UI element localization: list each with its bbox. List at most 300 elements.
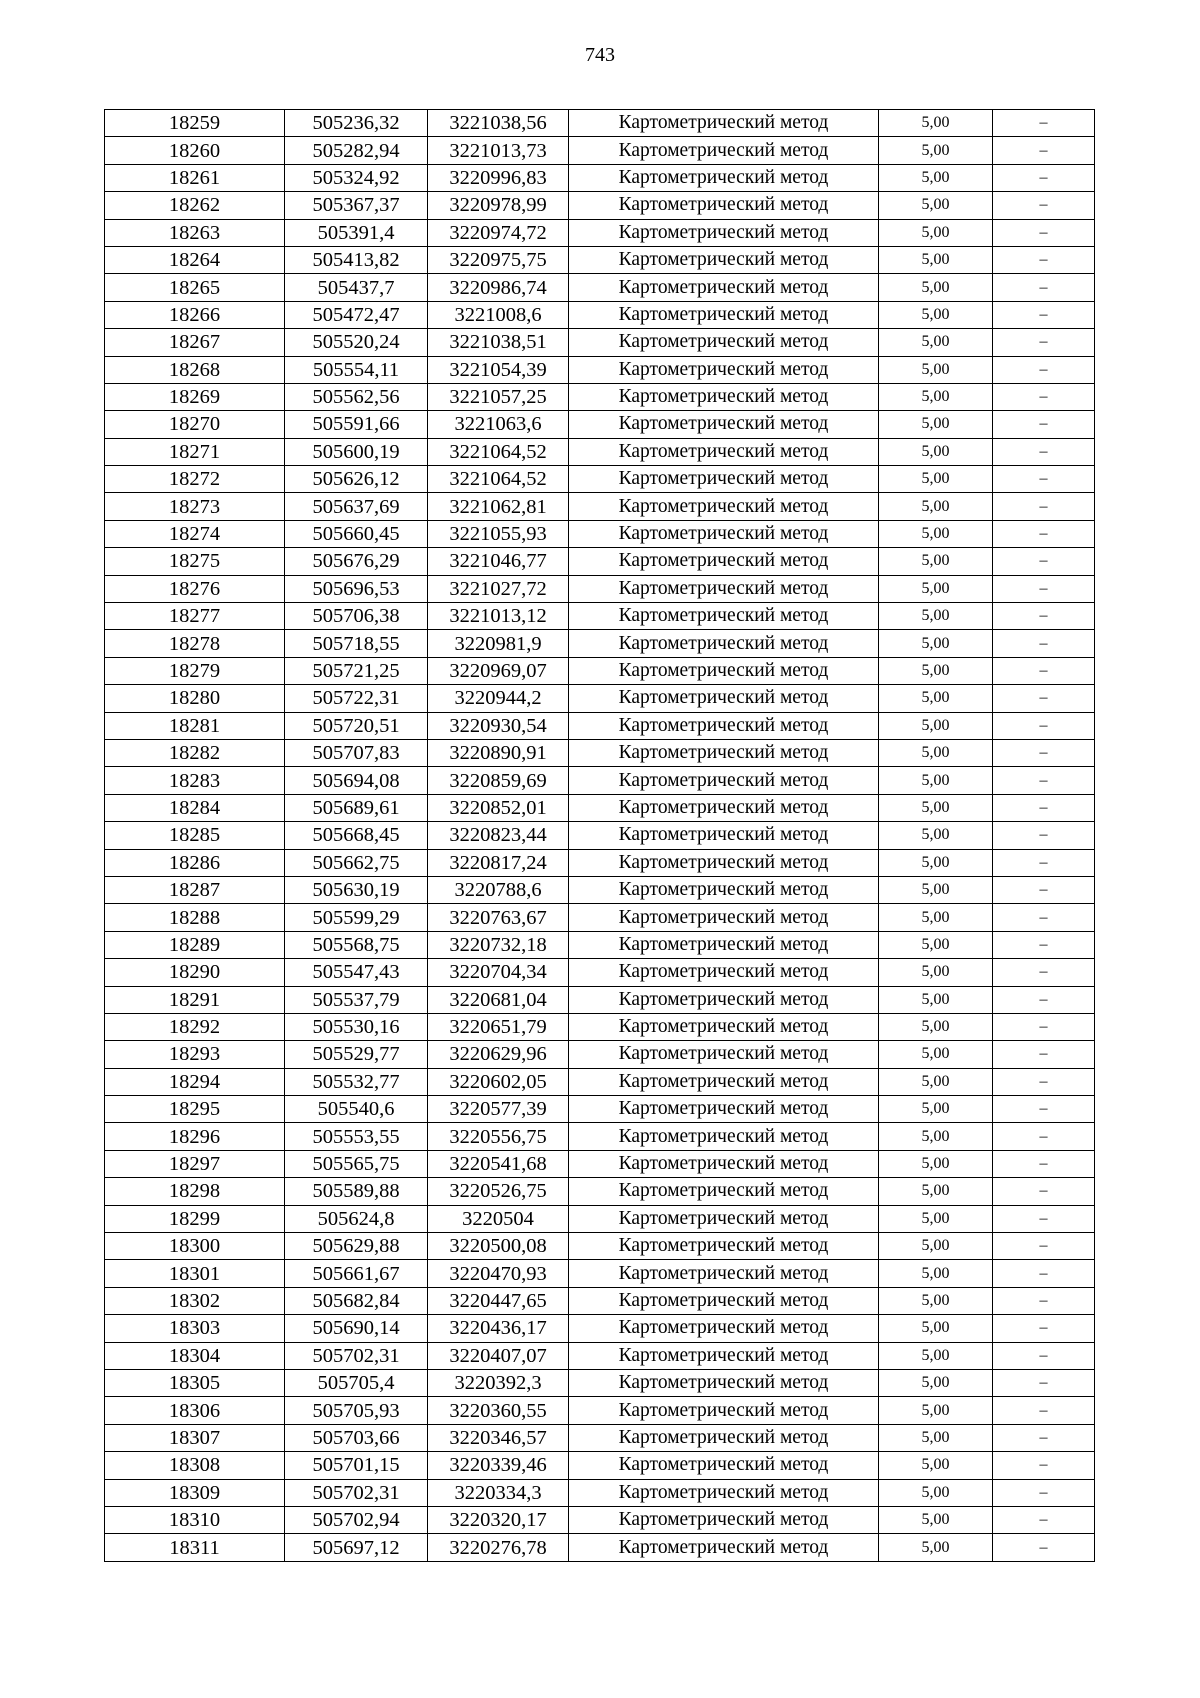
x-coordinate-cell: 505705,93: [285, 1397, 428, 1424]
x-coordinate-cell: 505721,25: [285, 657, 428, 684]
table-row: [105, 822, 1095, 849]
method-cell: Картометрический метод: [569, 493, 879, 520]
description-cell: –: [993, 1506, 1095, 1533]
point-number-cell: 18281: [105, 712, 285, 739]
description-cell: –: [993, 137, 1095, 164]
description-cell: –: [993, 986, 1095, 1013]
accuracy-cell: 5,00: [879, 1205, 993, 1232]
y-coordinate-cell: 3220890,91: [428, 739, 569, 766]
y-coordinate-cell: 3220500,08: [428, 1233, 569, 1260]
table-row: [105, 1096, 1095, 1123]
method-cell: Картометрический метод: [569, 1479, 879, 1506]
x-coordinate-cell: 505668,45: [285, 822, 428, 849]
method-cell: Картометрический метод: [569, 1452, 879, 1479]
x-coordinate-cell: 505367,37: [285, 192, 428, 219]
description-cell: –: [993, 356, 1095, 383]
x-coordinate-cell: 505600,19: [285, 438, 428, 465]
accuracy-cell: 5,00: [879, 246, 993, 273]
method-cell: Картометрический метод: [569, 301, 879, 328]
point-number-cell: 18289: [105, 931, 285, 958]
method-cell: Картометрический метод: [569, 466, 879, 493]
y-coordinate-cell: 3220346,57: [428, 1424, 569, 1451]
method-cell: Картометрический метод: [569, 1369, 879, 1396]
accuracy-cell: 5,00: [879, 137, 993, 164]
description-cell: –: [993, 1424, 1095, 1451]
table-row: [105, 1342, 1095, 1369]
y-coordinate-cell: 3220969,07: [428, 657, 569, 684]
table-row: [105, 438, 1095, 465]
accuracy-cell: 5,00: [879, 1479, 993, 1506]
point-number-cell: 18304: [105, 1342, 285, 1369]
x-coordinate-cell: 505694,08: [285, 767, 428, 794]
accuracy-cell: 5,00: [879, 822, 993, 849]
page-number: 743: [585, 44, 615, 66]
x-coordinate-cell: 505562,56: [285, 383, 428, 410]
point-number-cell: 18268: [105, 356, 285, 383]
table-row: [105, 1452, 1095, 1479]
x-coordinate-cell: 505690,14: [285, 1315, 428, 1342]
description-cell: –: [993, 164, 1095, 191]
table-row: [105, 959, 1095, 986]
table-row: [105, 1068, 1095, 1095]
method-cell: Картометрический метод: [569, 1123, 879, 1150]
point-number-cell: 18261: [105, 164, 285, 191]
method-cell: Картометрический метод: [569, 1534, 879, 1561]
method-cell: Картометрический метод: [569, 520, 879, 547]
point-number-cell: 18285: [105, 822, 285, 849]
point-number-cell: 18297: [105, 1150, 285, 1177]
point-number-cell: 18280: [105, 685, 285, 712]
method-cell: Картометрический метод: [569, 931, 879, 958]
method-cell: Картометрический метод: [569, 1096, 879, 1123]
method-cell: Картометрический метод: [569, 548, 879, 575]
point-number-cell: 18306: [105, 1397, 285, 1424]
accuracy-cell: 5,00: [879, 1506, 993, 1533]
y-coordinate-cell: 3221046,77: [428, 548, 569, 575]
method-cell: Картометрический метод: [569, 1233, 879, 1260]
y-coordinate-cell: 3220526,75: [428, 1178, 569, 1205]
x-coordinate-cell: 505437,7: [285, 274, 428, 301]
accuracy-cell: 5,00: [879, 603, 993, 630]
method-cell: Картометрический метод: [569, 849, 879, 876]
accuracy-cell: 5,00: [879, 1178, 993, 1205]
point-number-cell: 18292: [105, 1013, 285, 1040]
accuracy-cell: 5,00: [879, 520, 993, 547]
x-coordinate-cell: 505660,45: [285, 520, 428, 547]
method-cell: Картометрический метод: [569, 137, 879, 164]
table-row: [105, 548, 1095, 575]
description-cell: –: [993, 1342, 1095, 1369]
accuracy-cell: 5,00: [879, 904, 993, 931]
method-cell: Картометрический метод: [569, 1013, 879, 1040]
accuracy-cell: 5,00: [879, 466, 993, 493]
y-coordinate-cell: 3220556,75: [428, 1123, 569, 1150]
description-cell: –: [993, 1534, 1095, 1561]
method-cell: Картометрический метод: [569, 219, 879, 246]
description-cell: –: [993, 849, 1095, 876]
point-number-cell: 18269: [105, 383, 285, 410]
description-cell: –: [993, 822, 1095, 849]
description-cell: –: [993, 383, 1095, 410]
x-coordinate-cell: 505705,4: [285, 1369, 428, 1396]
table-row: [105, 630, 1095, 657]
point-number-cell: 18284: [105, 794, 285, 821]
method-cell: Картометрический метод: [569, 1506, 879, 1533]
method-cell: Картометрический метод: [569, 603, 879, 630]
point-number-cell: 18277: [105, 603, 285, 630]
accuracy-cell: 5,00: [879, 931, 993, 958]
table-body: [105, 110, 1095, 1562]
table-row: [105, 986, 1095, 1013]
x-coordinate-cell: 505547,43: [285, 959, 428, 986]
accuracy-cell: 5,00: [879, 493, 993, 520]
x-coordinate-cell: 505702,94: [285, 1506, 428, 1533]
accuracy-cell: 5,00: [879, 1013, 993, 1040]
method-cell: Картометрический метод: [569, 630, 879, 657]
y-coordinate-cell: 3220470,93: [428, 1260, 569, 1287]
point-number-cell: 18282: [105, 739, 285, 766]
table-row: [105, 329, 1095, 356]
y-coordinate-cell: 3220339,46: [428, 1452, 569, 1479]
x-coordinate-cell: 505702,31: [285, 1342, 428, 1369]
y-coordinate-cell: 3220504: [428, 1205, 569, 1232]
method-cell: Картометрический метод: [569, 274, 879, 301]
x-coordinate-cell: 505236,32: [285, 110, 428, 137]
point-number-cell: 18287: [105, 876, 285, 903]
x-coordinate-cell: 505553,55: [285, 1123, 428, 1150]
accuracy-cell: 5,00: [879, 767, 993, 794]
y-coordinate-cell: 3220541,68: [428, 1150, 569, 1177]
accuracy-cell: 5,00: [879, 356, 993, 383]
description-cell: –: [993, 1068, 1095, 1095]
y-coordinate-cell: 3220704,34: [428, 959, 569, 986]
table-row: [105, 603, 1095, 630]
y-coordinate-cell: 3221054,39: [428, 356, 569, 383]
x-coordinate-cell: 505722,31: [285, 685, 428, 712]
table-row: [105, 1150, 1095, 1177]
table-row: [105, 164, 1095, 191]
description-cell: –: [993, 794, 1095, 821]
y-coordinate-cell: 3221064,52: [428, 438, 569, 465]
description-cell: –: [993, 1260, 1095, 1287]
y-coordinate-cell: 3221055,93: [428, 520, 569, 547]
accuracy-cell: 5,00: [879, 219, 993, 246]
y-coordinate-cell: 3220407,07: [428, 1342, 569, 1369]
x-coordinate-cell: 505706,38: [285, 603, 428, 630]
x-coordinate-cell: 505630,19: [285, 876, 428, 903]
y-coordinate-cell: 3220978,99: [428, 192, 569, 219]
method-cell: Картометрический метод: [569, 712, 879, 739]
method-cell: Картометрический метод: [569, 438, 879, 465]
accuracy-cell: 5,00: [879, 274, 993, 301]
point-number-cell: 18293: [105, 1041, 285, 1068]
description-cell: –: [993, 712, 1095, 739]
accuracy-cell: 5,00: [879, 383, 993, 410]
method-cell: Картометрический метод: [569, 959, 879, 986]
point-number-cell: 18265: [105, 274, 285, 301]
accuracy-cell: 5,00: [879, 548, 993, 575]
y-coordinate-cell: 3220817,24: [428, 849, 569, 876]
point-number-cell: 18266: [105, 301, 285, 328]
y-coordinate-cell: 3220629,96: [428, 1041, 569, 1068]
accuracy-cell: 5,00: [879, 1369, 993, 1396]
point-number-cell: 18299: [105, 1205, 285, 1232]
y-coordinate-cell: 3221063,6: [428, 411, 569, 438]
point-number-cell: 18267: [105, 329, 285, 356]
description-cell: –: [993, 767, 1095, 794]
accuracy-cell: 5,00: [879, 301, 993, 328]
y-coordinate-cell: 3220732,18: [428, 931, 569, 958]
point-number-cell: 18308: [105, 1452, 285, 1479]
method-cell: Картометрический метод: [569, 876, 879, 903]
y-coordinate-cell: 3220852,01: [428, 794, 569, 821]
x-coordinate-cell: 505324,92: [285, 164, 428, 191]
x-coordinate-cell: 505718,55: [285, 630, 428, 657]
table-row: [105, 849, 1095, 876]
x-coordinate-cell: 505629,88: [285, 1233, 428, 1260]
y-coordinate-cell: 3220975,75: [428, 246, 569, 273]
description-cell: –: [993, 1452, 1095, 1479]
y-coordinate-cell: 3221013,12: [428, 603, 569, 630]
accuracy-cell: 5,00: [879, 1123, 993, 1150]
description-cell: –: [993, 603, 1095, 630]
accuracy-cell: 5,00: [879, 712, 993, 739]
table-row: [105, 1479, 1095, 1506]
point-number-cell: 18264: [105, 246, 285, 273]
description-cell: –: [993, 520, 1095, 547]
description-cell: –: [993, 1205, 1095, 1232]
description-cell: –: [993, 1041, 1095, 1068]
x-coordinate-cell: 505702,31: [285, 1479, 428, 1506]
table-row: [105, 1534, 1095, 1561]
accuracy-cell: 5,00: [879, 630, 993, 657]
point-number-cell: 18273: [105, 493, 285, 520]
description-cell: –: [993, 411, 1095, 438]
description-cell: –: [993, 1287, 1095, 1314]
method-cell: Картометрический метод: [569, 1068, 879, 1095]
x-coordinate-cell: 505682,84: [285, 1287, 428, 1314]
point-number-cell: 18311: [105, 1534, 285, 1561]
point-number-cell: 18301: [105, 1260, 285, 1287]
method-cell: Картометрический метод: [569, 794, 879, 821]
description-cell: –: [993, 1397, 1095, 1424]
table-row: [105, 110, 1095, 137]
x-coordinate-cell: 505537,79: [285, 986, 428, 1013]
point-number-cell: 18307: [105, 1424, 285, 1451]
table-row: [105, 1424, 1095, 1451]
point-number-cell: 18259: [105, 110, 285, 137]
method-cell: Картометрический метод: [569, 192, 879, 219]
point-number-cell: 18294: [105, 1068, 285, 1095]
y-coordinate-cell: 3220974,72: [428, 219, 569, 246]
y-coordinate-cell: 3220334,3: [428, 1479, 569, 1506]
y-coordinate-cell: 3220763,67: [428, 904, 569, 931]
accuracy-cell: 5,00: [879, 876, 993, 903]
point-number-cell: 18300: [105, 1233, 285, 1260]
x-coordinate-cell: 505689,61: [285, 794, 428, 821]
method-cell: Картометрический метод: [569, 986, 879, 1013]
accuracy-cell: 5,00: [879, 164, 993, 191]
method-cell: Картометрический метод: [569, 1150, 879, 1177]
y-coordinate-cell: 3220602,05: [428, 1068, 569, 1095]
x-coordinate-cell: 505697,12: [285, 1534, 428, 1561]
table-row: [105, 1287, 1095, 1314]
point-number-cell: 18296: [105, 1123, 285, 1150]
table-row: [105, 1013, 1095, 1040]
y-coordinate-cell: 3220577,39: [428, 1096, 569, 1123]
x-coordinate-cell: 505624,8: [285, 1205, 428, 1232]
table-row: [105, 794, 1095, 821]
description-cell: –: [993, 1315, 1095, 1342]
method-cell: Картометрический метод: [569, 1424, 879, 1451]
y-coordinate-cell: 3221008,6: [428, 301, 569, 328]
method-cell: Картометрический метод: [569, 1178, 879, 1205]
y-coordinate-cell: 3221062,81: [428, 493, 569, 520]
method-cell: Картометрический метод: [569, 904, 879, 931]
table-row: [105, 493, 1095, 520]
accuracy-cell: 5,00: [879, 1534, 993, 1561]
y-coordinate-cell: 3220276,78: [428, 1534, 569, 1561]
point-number-cell: 18290: [105, 959, 285, 986]
x-coordinate-cell: 505568,75: [285, 931, 428, 958]
description-cell: –: [993, 657, 1095, 684]
method-cell: Картометрический метод: [569, 356, 879, 383]
y-coordinate-cell: 3220859,69: [428, 767, 569, 794]
method-cell: Картометрический метод: [569, 1260, 879, 1287]
x-coordinate-cell: 505520,24: [285, 329, 428, 356]
description-cell: –: [993, 219, 1095, 246]
accuracy-cell: 5,00: [879, 1233, 993, 1260]
accuracy-cell: 5,00: [879, 1096, 993, 1123]
point-number-cell: 18260: [105, 137, 285, 164]
table-row: [105, 712, 1095, 739]
accuracy-cell: 5,00: [879, 1424, 993, 1451]
x-coordinate-cell: 505637,69: [285, 493, 428, 520]
y-coordinate-cell: 3220930,54: [428, 712, 569, 739]
y-coordinate-cell: 3221057,25: [428, 383, 569, 410]
accuracy-cell: 5,00: [879, 1315, 993, 1342]
y-coordinate-cell: 3220986,74: [428, 274, 569, 301]
description-cell: –: [993, 959, 1095, 986]
accuracy-cell: 5,00: [879, 1342, 993, 1369]
method-cell: Картометрический метод: [569, 1397, 879, 1424]
description-cell: –: [993, 246, 1095, 273]
table-row: [105, 1178, 1095, 1205]
accuracy-cell: 5,00: [879, 411, 993, 438]
x-coordinate-cell: 505391,4: [285, 219, 428, 246]
description-cell: –: [993, 1123, 1095, 1150]
accuracy-cell: 5,00: [879, 575, 993, 602]
table-row: [105, 466, 1095, 493]
table-row: [105, 383, 1095, 410]
point-number-cell: 18305: [105, 1369, 285, 1396]
method-cell: Картометрический метод: [569, 411, 879, 438]
method-cell: Картометрический метод: [569, 739, 879, 766]
table-row: [105, 1041, 1095, 1068]
x-coordinate-cell: 505529,77: [285, 1041, 428, 1068]
accuracy-cell: 5,00: [879, 1452, 993, 1479]
description-cell: –: [993, 575, 1095, 602]
x-coordinate-cell: 505703,66: [285, 1424, 428, 1451]
table-row: [105, 575, 1095, 602]
description-cell: –: [993, 630, 1095, 657]
description-cell: –: [993, 1369, 1095, 1396]
y-coordinate-cell: 3221027,72: [428, 575, 569, 602]
table-row: [105, 739, 1095, 766]
accuracy-cell: 5,00: [879, 849, 993, 876]
description-cell: –: [993, 685, 1095, 712]
x-coordinate-cell: 505591,66: [285, 411, 428, 438]
method-cell: Картометрический метод: [569, 685, 879, 712]
table-row: [105, 301, 1095, 328]
table-row: [105, 904, 1095, 931]
table-row: [105, 1369, 1095, 1396]
y-coordinate-cell: 3221038,51: [428, 329, 569, 356]
method-cell: Картометрический метод: [569, 657, 879, 684]
description-cell: –: [993, 466, 1095, 493]
description-cell: –: [993, 548, 1095, 575]
point-number-cell: 18276: [105, 575, 285, 602]
accuracy-cell: 5,00: [879, 1397, 993, 1424]
table-row: [105, 274, 1095, 301]
x-coordinate-cell: 505701,15: [285, 1452, 428, 1479]
accuracy-cell: 5,00: [879, 739, 993, 766]
point-number-cell: 18278: [105, 630, 285, 657]
x-coordinate-cell: 505661,67: [285, 1260, 428, 1287]
method-cell: Картометрический метод: [569, 1315, 879, 1342]
y-coordinate-cell: 3221013,73: [428, 137, 569, 164]
table-row: [105, 1397, 1095, 1424]
y-coordinate-cell: 3220681,04: [428, 986, 569, 1013]
point-number-cell: 18270: [105, 411, 285, 438]
table-row: [105, 1260, 1095, 1287]
table-row: [105, 1205, 1095, 1232]
method-cell: Картометрический метод: [569, 1041, 879, 1068]
method-cell: Картометрический метод: [569, 329, 879, 356]
accuracy-cell: 5,00: [879, 794, 993, 821]
table-row: [105, 931, 1095, 958]
method-cell: Картометрический метод: [569, 246, 879, 273]
table-row: [105, 137, 1095, 164]
accuracy-cell: 5,00: [879, 986, 993, 1013]
table-row: [105, 219, 1095, 246]
x-coordinate-cell: 505282,94: [285, 137, 428, 164]
x-coordinate-cell: 505589,88: [285, 1178, 428, 1205]
point-number-cell: 18302: [105, 1287, 285, 1314]
y-coordinate-cell: 3221064,52: [428, 466, 569, 493]
method-cell: Картометрический метод: [569, 110, 879, 137]
method-cell: Картометрический метод: [569, 767, 879, 794]
x-coordinate-cell: 505707,83: [285, 739, 428, 766]
table-row: [105, 1233, 1095, 1260]
y-coordinate-cell: 3220651,79: [428, 1013, 569, 1040]
description-cell: –: [993, 739, 1095, 766]
x-coordinate-cell: 505554,11: [285, 356, 428, 383]
point-number-cell: 18274: [105, 520, 285, 547]
x-coordinate-cell: 505696,53: [285, 575, 428, 602]
table-row: [105, 657, 1095, 684]
description-cell: –: [993, 1233, 1095, 1260]
x-coordinate-cell: 505626,12: [285, 466, 428, 493]
y-coordinate-cell: 3220823,44: [428, 822, 569, 849]
accuracy-cell: 5,00: [879, 329, 993, 356]
method-cell: Картометрический метод: [569, 383, 879, 410]
description-cell: –: [993, 904, 1095, 931]
accuracy-cell: 5,00: [879, 1260, 993, 1287]
point-number-cell: 18291: [105, 986, 285, 1013]
method-cell: Картометрический метод: [569, 164, 879, 191]
x-coordinate-cell: 505565,75: [285, 1150, 428, 1177]
